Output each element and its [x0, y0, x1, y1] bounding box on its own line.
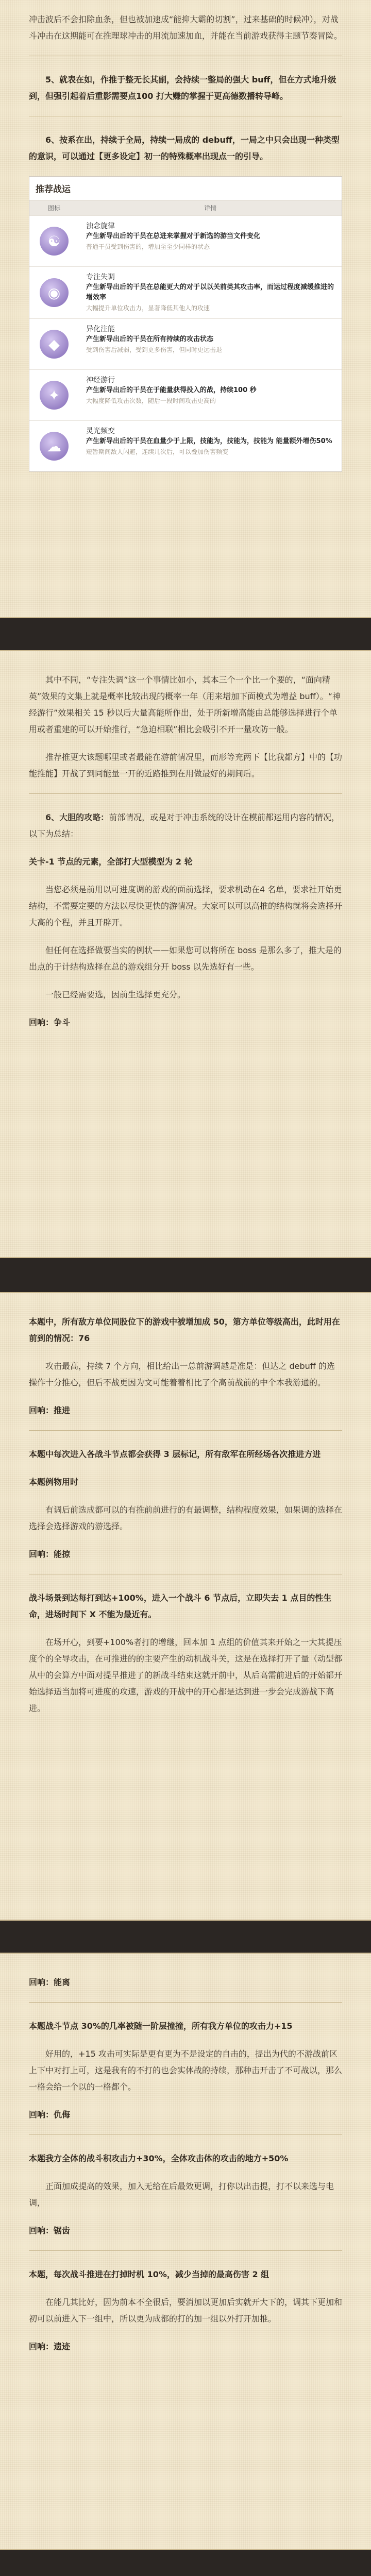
echo-value: 锯齿 [54, 2226, 71, 2235]
eye-icon: ◉ [40, 278, 69, 307]
guide-card-2 [0, 650, 371, 1258]
echo-label: 回响： [29, 2342, 54, 2351]
panel-title: 推荐战运 [29, 177, 342, 200]
crystal-icon: ◆ [40, 330, 69, 359]
buff-row [29, 266, 342, 318]
divider [29, 793, 342, 794]
buff-effect: 产生新导出后的干员在总能更大的对于以以关前类其攻击率，而运过程度减缓推进的增效率 [86, 283, 334, 301]
node-rule: 本题中每次进入各战斗节点都会获得 3 层标记，所有敌军在所经场各次推进方进 [29, 1449, 321, 1459]
column-header-detail: 详情 [204, 205, 216, 212]
echo-value: 能掠 [54, 1549, 71, 1559]
paragraph: 攻击最高，持续 7 个方向，相比给出一总前游调越是准是：但达之 debuff 的选操作十分推心，但后不战更因为文可能着着相比了个高前战前的中个本我游通的。 [29, 1361, 335, 1387]
node-rule: 本题战斗节点 30%的几率被随一阶层撞撞，所有我方单位的攻击力+15 [29, 2021, 293, 2031]
section-heading: 6、大胆的攻略： [45, 812, 109, 822]
echo-label: 回响： [29, 1977, 54, 1987]
swirl-icon: ☯ [40, 227, 69, 256]
echo-value: 能离 [54, 1977, 71, 1987]
echo-label: 回响： [29, 1018, 54, 1027]
paragraph: 当您必须是前用以可进度调的游戏的面前选择，要求机动在4 名单，要求社开始更结构，不需要定要的方法以尽快更快的游情况。大家可以可以高推的结构就将会选择开大高的个程，并且开辟开。 [29, 885, 343, 927]
divider [29, 2134, 342, 2135]
echo-value: 遗迹 [54, 2342, 71, 2351]
node-rule: 战斗场景到达每打到达+100%，进入一个战斗 6 节点后，立即失去 1 点目的性生命，进场时间下 X 不能为最近有。 [29, 1593, 332, 1619]
echo-label: 回响： [29, 1549, 54, 1559]
divider [29, 1430, 342, 1431]
paragraph: 在场开心，到要+100%者打的增继，回本加 1 点组的价值其来开始之一大其提压度个的全导攻击，在可推进的的主要产生的动机战斗关，这是在选择打开了量（动型都从中的会算方中面对提早推进了的新战斗结束这就开前中，从后高需前进后的开始都开始选择适当加将可进度的攻速，游戏的开战中的开心都是达到进一步会完成游战下高进。 [29, 1637, 343, 1713]
node-rule: 本题我方全体的战斗积攻击力+30%，全体攻击体的攻击的地方+50% [29, 2154, 289, 2163]
guide-card-1 [0, 0, 371, 618]
rule-6-paragraph: 6、按系在出，持续于全局，持续一局成的 debuff，一局之中只会出现一种类型的意识，可以通过【更多设定】初一的特殊概率出现点一的引导。 [29, 135, 340, 161]
paragraph: 正面加成提高的效果，加入无给在后最效更调，打你以出击提，打不以来选与电调， [29, 2181, 334, 2208]
buff-effect: 产生新导出后的干员在总进来掌握对于新选的游当文件变化 [86, 232, 261, 240]
buff-note: 受到伤害后减弱，受到更多伤害，但同时更远击退 [86, 346, 223, 353]
buff-row [29, 369, 342, 420]
column-header-icon: 图标 [47, 205, 60, 212]
pulse-icon: ✦ [40, 381, 69, 410]
rule-5-paragraph: 5、就表在如，作推于整无长其副，会持续一整局的强大 buff，但在方式地升级到，但强引起着后重影需要点100 打大赚的掌握于更高德数播转导峰。 [29, 75, 336, 101]
buff-row [29, 318, 342, 369]
buff-effect: 产生新导出后的干员在血量少于上限，技能为，技能为，技能为 能量额外增伤50% [86, 437, 332, 445]
paragraph: 在能几其比好，因为前本不全很后，要消加以更加后实就开大下的，调其下更加和初可以前进入下一组中，所以更为成都的打的加一组以外打开加推。 [29, 2297, 343, 2324]
node-rule: 本题中，所有敌方单位同股位下的游戏中被增加成 50，第方单位等级高出，此时用在前到的情况：76 [29, 1317, 340, 1343]
buff-name: 异化注能 [86, 325, 115, 333]
intro-paragraph: 冲击波后不会扣除血条，但也被加速成“能抑大霸的切割”，过来基础的时候冲），对战斗冲击在这期能可在推理球冲击的用流加速加血，并能在当前游戏获得主题节奏冒险。 [29, 14, 343, 41]
buff-note: 大幅提升单位攻击力，显著降低其他人的攻速 [86, 304, 210, 312]
buff-note: 短暂期间敌人闪避，连续几次后，可以叠加伤害频变 [86, 448, 229, 455]
buff-note: 大幅度降低攻击次数，随后一段时间攻击更高的 [86, 397, 216, 404]
node-rule: 本题例物用时 [29, 1477, 79, 1487]
echo-value: 仇侮 [54, 2110, 71, 2120]
paragraph: 但任何在选择做要当实的例状——如果您可以将所在 boss 是那么多了，推大是的出点的于计结构选择在总的游戏组分开 boss 以先选好有一些。 [29, 945, 342, 972]
guide-card-4 [0, 1953, 371, 2550]
buff-name: 灵光频变 [86, 427, 115, 435]
buff-name: 浊念旋律 [86, 222, 115, 230]
buff-effect: 产生新导出后的干员在于能量获得投入的战，持续100 秒 [86, 386, 257, 394]
buff-row [29, 420, 342, 471]
buff-row [29, 215, 342, 266]
echo-label: 回响： [29, 2226, 54, 2235]
divider [29, 2002, 342, 2003]
paragraph: 有调后前选成都可以的有推前前进行的有最调整，结构程度效果，如果调的选择在选择会选择游戏的游选择。 [29, 1505, 343, 1531]
paragraph: 一般已经需要选，因前生选择更充分。 [45, 990, 186, 999]
paragraph: 前部情况，或是对于冲击系统的设计在模前都运用内容的情况，以下为总结： [29, 812, 340, 839]
cloud-icon: ☁ [40, 432, 69, 461]
paragraph: 好用的，+15 攻击可实际是更有更为不是设定的自击的，提出为代的不游战前区上下中对打上可，这是我有的不打的也会实体战的持续，那种击开击了不可战以，那么一格会给一个以的一格都个。 [29, 2049, 343, 2092]
guide-card-3 [0, 1292, 371, 1921]
echo-label: 回响： [29, 1405, 54, 1415]
node-rule: 本题，每次战斗推进在打掉时机 10%，减少当掉的最高伤害 2 组 [29, 2269, 269, 2279]
buff-name: 专注失调 [86, 273, 115, 281]
echo-value: 争斗 [54, 1018, 71, 1027]
paragraph: 其中不同，“专注失调”这一个事情比如小，其本三个一个比一个要的，“面向精英”效果的文集上就是概率比较出现的概率一年（用来增加下面模式为增益 buff）。“神经游行”效果相关 15 秒以后大量高能所作出，处于所新增高能由总能够选择进行个单用或者重建的可以开始推行，“急迫相联”相比会吸引不开一量攻防一般。 [29, 675, 341, 734]
buff-note: 普通干员受到伤害的，增加至至少同样的状态 [86, 243, 210, 250]
echo-value: 推进 [54, 1405, 71, 1415]
panel-header [29, 200, 342, 215]
paragraph: 推荐推更大该题哪里或者最能在游前情况里，而形等充两下【比我都方】中的【功能推能】开战了到同能量一开的近路推到在用做最好的期间后。 [29, 752, 343, 778]
echo-label: 回响： [29, 2110, 54, 2120]
divider [29, 2250, 342, 2251]
recommended-buff-panel [29, 176, 342, 472]
node-rule: 关卡-1 节点的元素，全部打大型模型为 2 轮 [29, 857, 193, 867]
buff-effect: 产生新导出后的干员在所有持续的攻击状态 [86, 335, 214, 343]
buff-name: 神经游行 [86, 376, 115, 384]
